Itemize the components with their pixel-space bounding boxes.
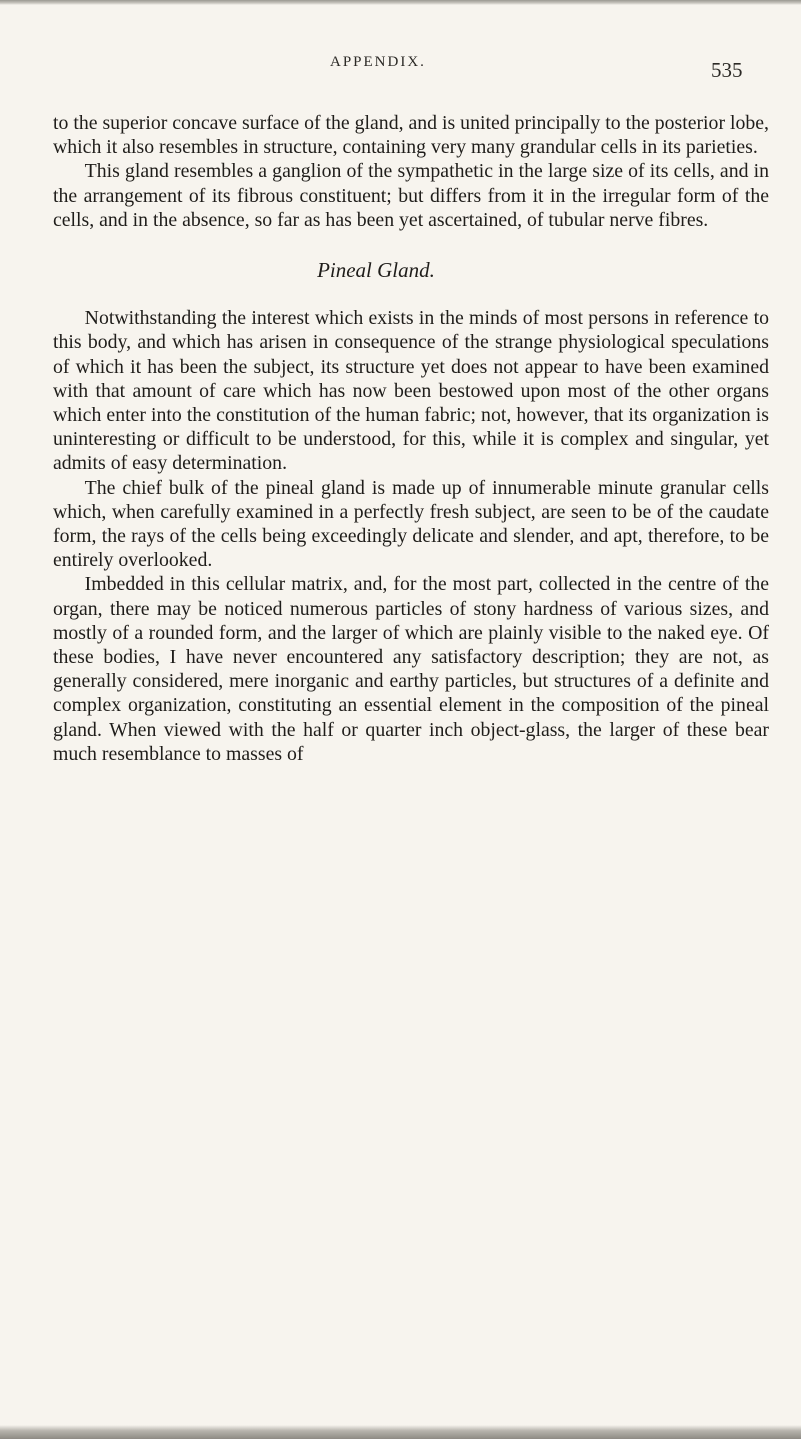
body-text bbox=[53, 111, 769, 766]
paragraph: Imbedded in this cellular matrix, and, for the most part, collected in the centre of the organ, there may be noticed numerous particles of stony hardness of various sizes, and mostly of a rounded form, and the larger of which are plainly visible to the naked eye. Of these bodies, I have never encountered any satisfactory description; they are not, as generally considered, mere inorganic and earthy particles, but structures of a definite and complex organization, constituting an essential element in the composition of the pineal gland. When viewed with the half or quarter inch object-glass, the larger of these bear much resemblance to masses of bbox=[53, 573, 769, 765]
bottom-page-edge bbox=[0, 1425, 801, 1439]
section-heading: Pineal Gland. bbox=[317, 258, 435, 283]
paragraph: The chief bulk of the pineal gland is made up of innumerable minute granular cells which, when carefully examined in a perfectly fresh subject, are seen to be of the caudate form, the rays of the cells being exceedingly delicate and slender, and apt, therefore, to be entirely overlooked. bbox=[53, 476, 769, 572]
top-page-edge bbox=[0, 0, 801, 5]
paragraph: Notwithstanding the interest which exists in the minds of most persons in reference to this body, and which has arisen in consequence of the strange physiological speculations of which it has been the subject, its structure yet does not appear to have been examined with that amount of care which has now been bestowed upon most of the other organs which enter into the constitution of the human fabric; not, however, that its organization is uninteresting or difficult to be understood, for this, while it is complex and singular, yet admits of easy determination. bbox=[53, 307, 769, 475]
paragraph-continued: to the superior concave surface of the gland, and is united principally to the posterior lobe, which it also resembles in structure, containing very many grandular cells in its parieties. bbox=[53, 112, 769, 159]
running-head bbox=[0, 54, 801, 82]
paragraph: This gland resembles a ganglion of the sympathetic in the large size of its cells, and in the arrangement of its fibrous constituent; but differs from it in the irregular form of the cells, and in the absence, so far as has been yet ascertained, of tubular nerve fibres. bbox=[53, 160, 769, 231]
running-title: APPENDIX. bbox=[330, 54, 426, 70]
page-number: 535 bbox=[711, 58, 743, 82]
